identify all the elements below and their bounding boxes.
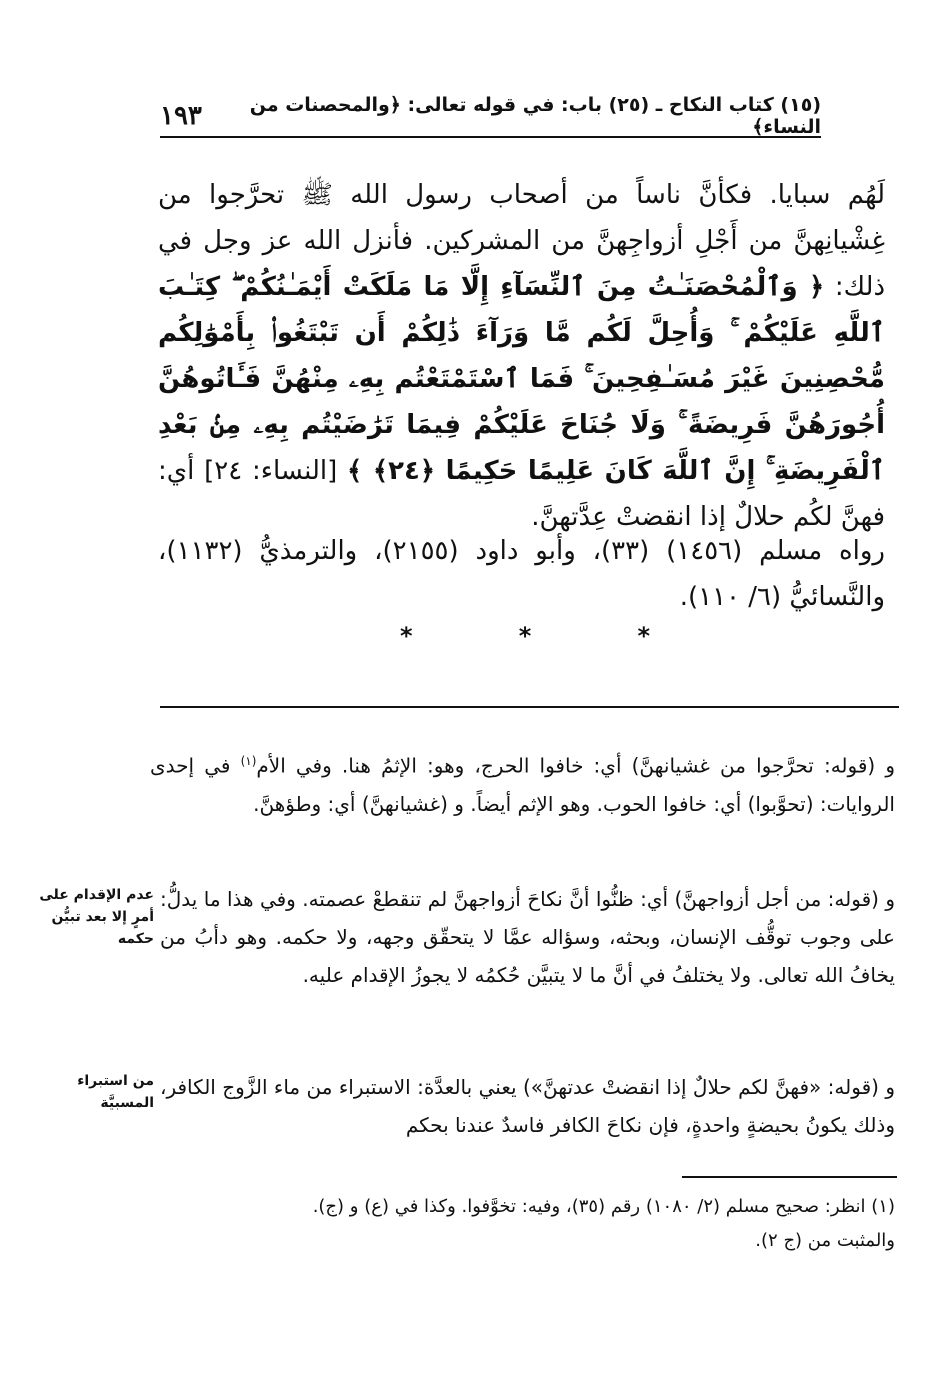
page-header [160,96,821,136]
footnotes [150,1190,895,1258]
quran-verse: ﴿ وَٱلْمُحْصَنَـٰتُ مِنَ ٱلنِّسَآءِ إِلَّا مَا مَلَكَتْ أَيْمَـٰنُكُمْ ۖ كِتَـٰبَ ٱللَّهِ عَلَيْكُمْ ۚ وَأُحِلَّ لَكُم مَّا وَرَآءَ ذَٰلِكُمْ أَن تَبْتَغُوا۟ بِأَمْوَٰلِكُم مُّحْصِنِينَ غَيْرَ مُسَـٰفِحِينَ ۚ فَمَا ٱسْتَمْتَعْتُم بِهِۦ مِنْهُنَّ فَـَٔاتُوهُنَّ أُجُورَهُنَّ فَرِيضَةً ۚ وَلَا جُنَاحَ عَلَيْكُمْ فِيمَا تَرَٰضَيْتُم بِهِۦ مِنۢ بَعْدِ ٱلْفَرِيضَةِ ۚ إِنَّ ٱللَّهَ كَانَ عَلِيمًا حَكِيمًا ﴿٢٤﴾ ﴾ [158,272,885,486]
verse-explanation: [النساء: ٢٤] أي: فهنَّ لكُم حلالٌ إذا انقضتْ عِدَّتهنَّ. [158,456,885,532]
running-title: (١٥) كتاب النكاح ـ (٢٥) باب: في قوله تعالى: ﴿والمحصنات من النساء﴾ [249,94,821,138]
commentary-text: في إحدى الروايات: (تحوَّبوا) أي: خافوا الحوب. وهو الإثم أيضاً. و (غشيانهنَّ) أي: وطؤهنَّ. [150,753,895,816]
separator-star: * [637,622,650,650]
commentary-text: و (قوله: تحرَّجوا من غشيانهنَّ) أي: خافوا الحرج، وهو: الإثمُ هنا. وفي الأم [256,753,896,778]
margin-note: عدم الإقدام على أمرٍ إلا بعد تبيُّن حكمه [39,887,154,947]
commentary-rule [160,706,899,708]
footnote-line: والمثبت من (ج ٢). [755,1230,895,1251]
narration-text: لَهُم سبايا. فكأنَّ ناساً من أصحاب رسول الله ﷺ تحرَّجوا من غِشْيانِهنَّ من أَجْلِ أزواجِهنَّ من المشركين. فأنزل الله عز وجل في ذلك: [158,180,886,302]
main-text [158,172,885,540]
commentary-paragraph-3 [160,1068,895,1144]
commentary-text: و (قوله: من أجل أزواجهنَّ) أي: ظنُّوا أنَّ نكاحَ أزواجهنَّ لم تنقطعْ عصمته. وفي هذا ما يدلُّ: على وجوب توقُّف الإنسان، وبحثه، وسؤاله عمَّا لا يتحقّق وجهه، ولا حكمه. وهو دأبُ من يخافُ الله تعالى. ولا يختلفُ في أنَّ ما لا يتبيَّن حُكمُه لا يجوزُ الإقدام عليه. [160,887,895,987]
commentary-paragraph-2 [160,880,895,994]
commentary-paragraph-1 [150,742,895,823]
main-paragraph [158,172,885,540]
hadith-reference: رواه مسلم (١٤٥٦) (٣٣)، وأبو داود (٢١٥٥)، والترمذيُّ (١١٣٢)، والنَّسائيُّ (٦/ ١١٠). [158,536,885,612]
separator-star: * [400,622,413,650]
footnote-marker[interactable]: (١) [240,754,257,768]
section-separator [400,622,650,650]
margin-note: من استبراء المسبيَّة [77,1073,154,1111]
footnote-line: (١) انظر: صحيح مسلم (٢/ ١٠٨٠) رقم (٣٥)، وفيه: تخوَّفوا. وكذا في (ع) و (ج). [312,1196,895,1217]
header-rule [160,136,821,138]
footnote-rule [682,1176,897,1178]
page-number: ١٩٣ [160,101,202,131]
commentary-text: و (قوله: «فهنَّ لكم حلالٌ إذا انقضتْ عدتهنَّ») يعني بالعدَّة: الاستبراء من ماء الزَّوج الكافر، وذلك يكونُ بحيضةٍ واحدةٍ، فإن نكاحَ الكافر فاسدٌ عندنا بحكم [160,1075,895,1137]
separator-star: * [518,622,532,650]
